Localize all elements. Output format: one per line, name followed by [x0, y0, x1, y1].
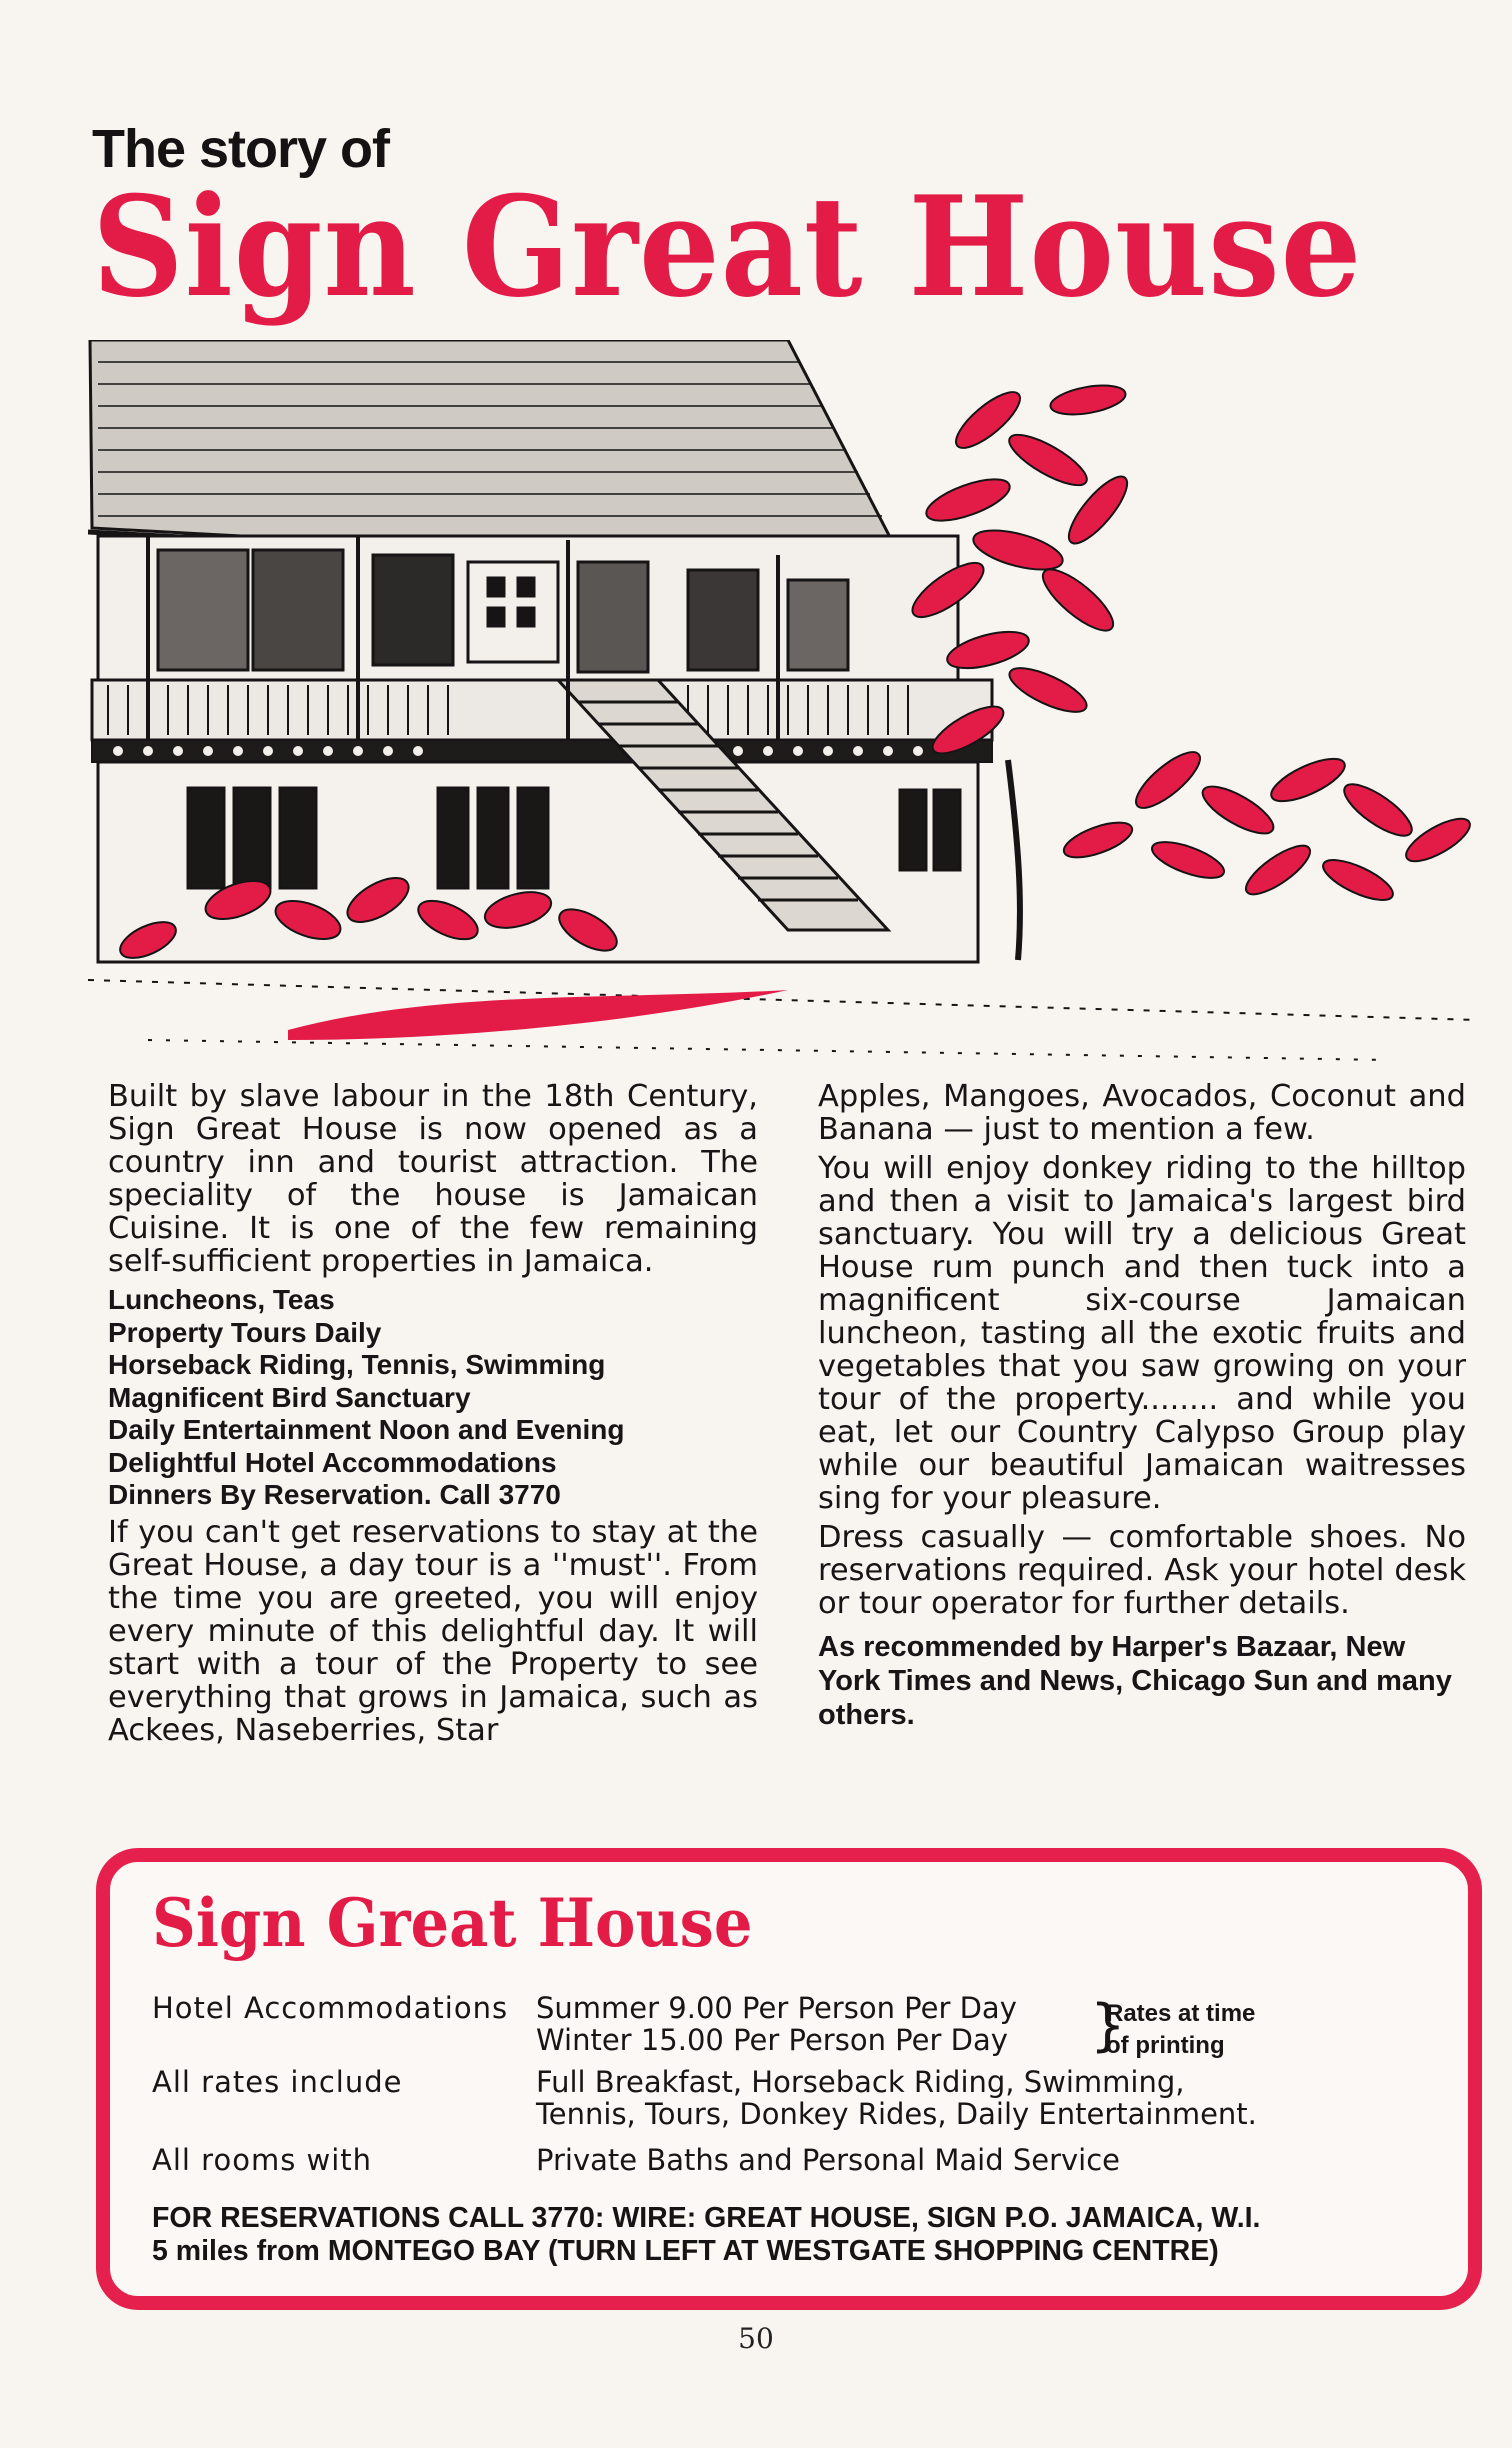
accommodation-rates [536, 1992, 1436, 2056]
body-left-column [108, 1080, 758, 1753]
tree-trunk [1008, 760, 1020, 960]
includes-line: Full Breakfast, Horseback Riding, Swimming, [536, 2065, 1185, 2099]
experience-paragraph: You will enjoy donkey riding to the hilltop and then a visit to Jamaica's largest bird sanctuary. You will try a delicious Great House rum punch and then tuck into a magnificent six-course Jamaican luncheon, tasting all the exotic fruits and vegetables that you saw growing on your tour of the property........ and while you eat, let our Country Calypso Group play while our beautiful Jamaican waitresses sing for your pleasure. [818, 1151, 1466, 1516]
rates-note-line: Rates at time [1106, 2000, 1256, 2027]
red-ground-shadow [288, 990, 788, 1040]
includes-label: All rates include [152, 2065, 403, 2099]
rates-box [96, 1848, 1482, 2310]
summer-rate: Summer 9.00 Per Person Per Day [536, 1991, 1017, 2025]
rates-note-line: of printing [1106, 2032, 1225, 2059]
page-number: 50 [738, 2322, 774, 2355]
tour-continued-paragraph: Apples, Mangoes, Avocados, Coconut and Banana — just to mention a few. [818, 1079, 1466, 1147]
feature-item: Horseback Riding, Tennis, Swimming [108, 1349, 606, 1380]
rates-note [1106, 1998, 1255, 2062]
recommended-text: As recommended by Harper's Bazaar, New York Times and News, Chicago Sun and many others. [818, 1631, 1452, 1731]
rates-box-title: Sign Great House [152, 1884, 753, 1962]
kicker-text: The story of [92, 119, 390, 179]
page-title: Sign Great House [92, 165, 1363, 328]
great-house-illustration [88, 340, 1480, 1080]
accommodations-label: Hotel Accommodations [152, 1991, 509, 2025]
brace-mark: } [1090, 1993, 1126, 2058]
feature-item: Property Tours Daily [108, 1316, 382, 1348]
feature-item: Magnificent Bird Sanctuary [108, 1381, 471, 1413]
feature-list [108, 1284, 758, 1512]
winter-rate: Winter 15.00 Per Person Per Day [536, 2023, 1008, 2057]
body-right-column [818, 1080, 1466, 1732]
tour-paragraph: If you can't get reservations to stay at the Great House, a day tour is a ''must''. From the time you are greeted, you will enjoy every minute of this delightful day. It will start with a tour of the Property to see everything that grows in Jamaica, such as Ackees, Naseberries, Star [108, 1514, 758, 1748]
reservation-contact [152, 2202, 1260, 2268]
feature-item: Daily Entertainment Noon and Evening [108, 1414, 625, 1445]
rooms-value: Private Baths and Personal Maid Service [536, 2143, 1120, 2177]
feature-item: Dinners By Reservation. Call 3770 [108, 1479, 561, 1510]
rooms-label: All rooms with [152, 2143, 373, 2177]
feature-item: Delightful Hotel Accommodations [108, 1446, 557, 1478]
contact-line: FOR RESERVATIONS CALL 3770: WIRE: GREAT HOUSE, SIGN P.O. JAMAICA, W.I. [152, 2202, 1261, 2234]
includes-value [536, 2066, 1436, 2130]
dress-paragraph: Dress casually — comfortable shoes. No reservations required. Ask your hotel desk or tour operator for further details. [818, 1520, 1466, 1621]
feature-item: Luncheons, Teas [108, 1284, 335, 1315]
contact-line: 5 miles from MONTEGO BAY (TURN LEFT AT WESTGATE SHOPPING CENTRE) [152, 2235, 1219, 2267]
includes-line: Tennis, Tours, Donkey Rides, Daily Entertainment. [536, 2097, 1257, 2131]
intro-paragraph: Built by slave labour in the 18th Century, Sign Great House is now opened as a country inn and tourist attraction. The speciality of the house is Jamaican Cuisine. It is one of the few remaining self-sufficient properties in Jamaica. [108, 1079, 758, 1279]
